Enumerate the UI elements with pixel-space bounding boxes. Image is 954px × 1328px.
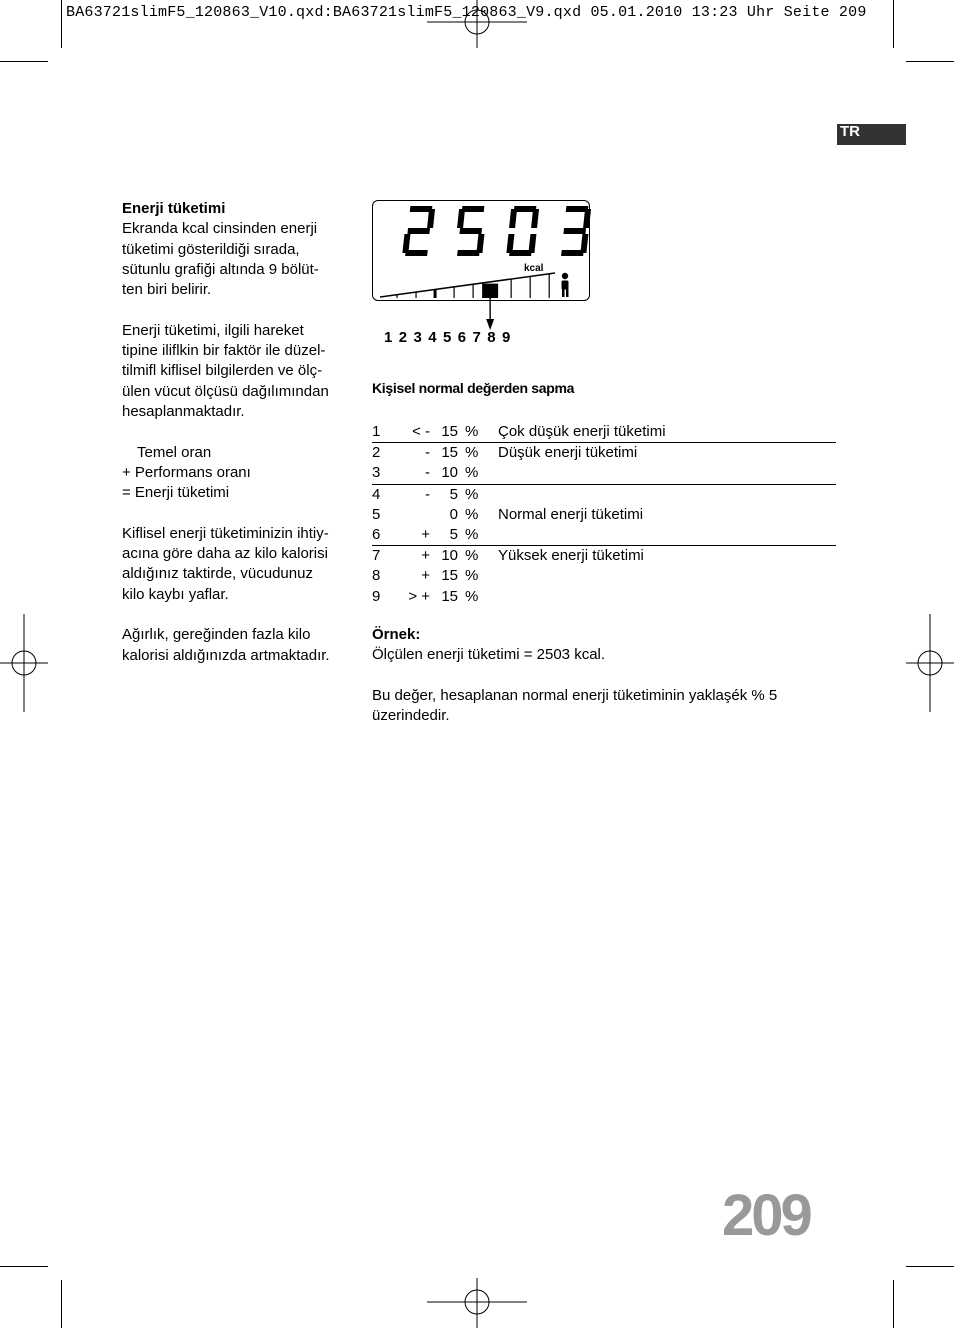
- digit-segment: [459, 228, 482, 234]
- formula-line: + Performans oranı: [122, 463, 251, 481]
- lcd-digits: [402, 206, 591, 256]
- table-cell-num: 2: [372, 444, 381, 462]
- table-row: [372, 525, 836, 545]
- table-cell-desc: Yüksek enerji tüketimi: [498, 547, 644, 565]
- table-cell-num: 7: [372, 547, 381, 565]
- table-cell-pct: %: [465, 587, 479, 605]
- text-line: Enerji tüketimi, ilgili hareket: [122, 321, 304, 339]
- table-cell-value: 15: [441, 444, 458, 462]
- digit-segment: [457, 209, 465, 228]
- table-cell-pct: %: [465, 444, 479, 462]
- table-cell-desc: Düşük enerji tüketimi: [498, 444, 638, 462]
- digit-segment: [407, 228, 430, 234]
- text-line: Ekranda kcal cinsinden enerji: [122, 220, 318, 238]
- digit-segment: [457, 250, 480, 256]
- person-icon: [562, 273, 569, 297]
- table-cell-num: 8: [372, 567, 381, 585]
- segment-numbers: 123456789: [384, 329, 517, 346]
- crop-mark: [0, 1266, 48, 1267]
- text-line: kilo kaybı yaflar.: [122, 585, 229, 603]
- table-cell-sign: +: [421, 567, 430, 585]
- crop-mark: [906, 1266, 954, 1267]
- digit-segment: [462, 206, 485, 212]
- table-cell-value: 15: [441, 567, 458, 585]
- table-cell-num: 3: [372, 464, 381, 482]
- table-cell-value: 0: [449, 505, 458, 523]
- formula-line: = Enerji tüketimi: [122, 484, 230, 502]
- table-row: [372, 505, 836, 525]
- digit-segment: [563, 228, 586, 234]
- table-row: [372, 587, 836, 607]
- table-cell-num: 1: [372, 423, 381, 440]
- table-cell-num: 5: [372, 505, 381, 523]
- print-header: BA63721slimF5_120863_V10.qxd:BA63721slimF5_120863_V9.qxd 05.01.2010 13:23 Uhr Seite 209: [66, 4, 867, 21]
- crop-mark: [61, 1280, 62, 1328]
- registration-mark-left: [0, 614, 50, 714]
- lcd-illustration: [372, 200, 592, 335]
- table-cell-sign: -: [425, 444, 430, 462]
- table-row: [372, 422, 836, 442]
- text-line: ten biri belirir.: [122, 281, 212, 299]
- text-line: tüketimi gösterildiği sırada,: [122, 240, 300, 258]
- page-number: 209: [722, 1183, 810, 1248]
- table-cell-pct: %: [465, 505, 479, 523]
- table-cell-pct: %: [465, 423, 479, 440]
- example-section: [372, 625, 842, 726]
- table-cell-desc: Çok düşük enerji tüketimi: [498, 423, 666, 440]
- formula-line: Temel oran: [137, 443, 212, 461]
- table-cell-pct: %: [465, 485, 479, 503]
- table-cell-sign: -: [425, 485, 430, 503]
- registration-mark-bottom: [427, 1278, 527, 1328]
- table-row: [372, 566, 836, 586]
- table-row: [372, 463, 836, 483]
- table-cell-num: 4: [372, 485, 381, 503]
- bar-graph-slope: [380, 273, 555, 297]
- example-line: Bu değer, hesaplanan normal enerji tüketiminin yaklaşék % 5: [372, 686, 778, 704]
- text-line: hesaplanmaktadır.: [122, 402, 245, 420]
- table-cell-value: 5: [449, 485, 458, 503]
- text-line: Kiflisel enerji tüketiminizin ihtiy-: [122, 524, 329, 542]
- table-cell-sign: > +: [408, 587, 430, 605]
- table-cell-value: 15: [441, 423, 458, 440]
- text-line: tipine iliflkin bir faktör ile düzel-: [122, 342, 326, 360]
- table-cell-sign: +: [421, 525, 430, 543]
- example-line: üzerindedir.: [372, 707, 450, 725]
- example-heading: Örnek:: [372, 626, 421, 643]
- table-cell-pct: %: [465, 547, 479, 565]
- registration-mark-right: [904, 614, 954, 714]
- registration-mark-top: [427, 0, 527, 50]
- crop-mark: [893, 1280, 894, 1328]
- lcd-unit-label: kcal: [524, 263, 544, 274]
- crop-mark: [61, 0, 62, 48]
- table-row: [372, 484, 836, 505]
- table-cell-num: 6: [372, 525, 381, 543]
- crop-mark: [893, 0, 894, 48]
- text-line: tilmifl kiflisel bilgilerden ve ölç-: [122, 362, 323, 380]
- table-cell-value: 10: [441, 464, 458, 482]
- example-line: Ölçülen enerji tüketimi = 2503 kcal.: [372, 646, 606, 664]
- text-line: aldığınız taktirde, vücudunuz: [122, 565, 313, 583]
- table-cell-value: 10: [441, 547, 458, 565]
- text-line: kalorisi aldığınızda artmaktadır.: [122, 646, 330, 664]
- table-cell-desc: Normal enerji tüketimi: [498, 505, 644, 523]
- text-line: sütunlu grafiği altında 9 bölüt-: [122, 260, 319, 278]
- table-cell-pct: %: [465, 567, 479, 585]
- digit-segment: [405, 250, 428, 256]
- crop-mark: [906, 61, 954, 62]
- table-cell-sign: -: [425, 464, 430, 482]
- crop-mark: [0, 61, 48, 62]
- text-line: ülen vücut ölçüsü dağılımından: [122, 382, 329, 400]
- text-line: Ağırlık, gereğinden fazla kilo: [122, 626, 311, 644]
- table-cell-sign: < -: [412, 423, 430, 440]
- text-line: acına göre daha az kilo kalorisi: [122, 545, 328, 563]
- digit-segment: [561, 250, 584, 256]
- table-title: Kişisel normal değerden sapma: [372, 380, 575, 396]
- table-cell-pct: %: [465, 464, 479, 482]
- table-cell-num: 9: [372, 587, 381, 605]
- table-row: [372, 442, 836, 463]
- left-column: [122, 199, 347, 666]
- table-row: [372, 545, 836, 566]
- digit-segment: [509, 209, 517, 228]
- table-cell-sign: +: [421, 547, 430, 565]
- table-cell-pct: %: [465, 525, 479, 543]
- language-tab: TR: [837, 124, 906, 145]
- table-cell-value: 5: [449, 525, 458, 543]
- table-cell-value: 15: [441, 587, 458, 605]
- deviation-table: [372, 422, 836, 607]
- section-heading: Enerji tüketimi: [122, 200, 226, 217]
